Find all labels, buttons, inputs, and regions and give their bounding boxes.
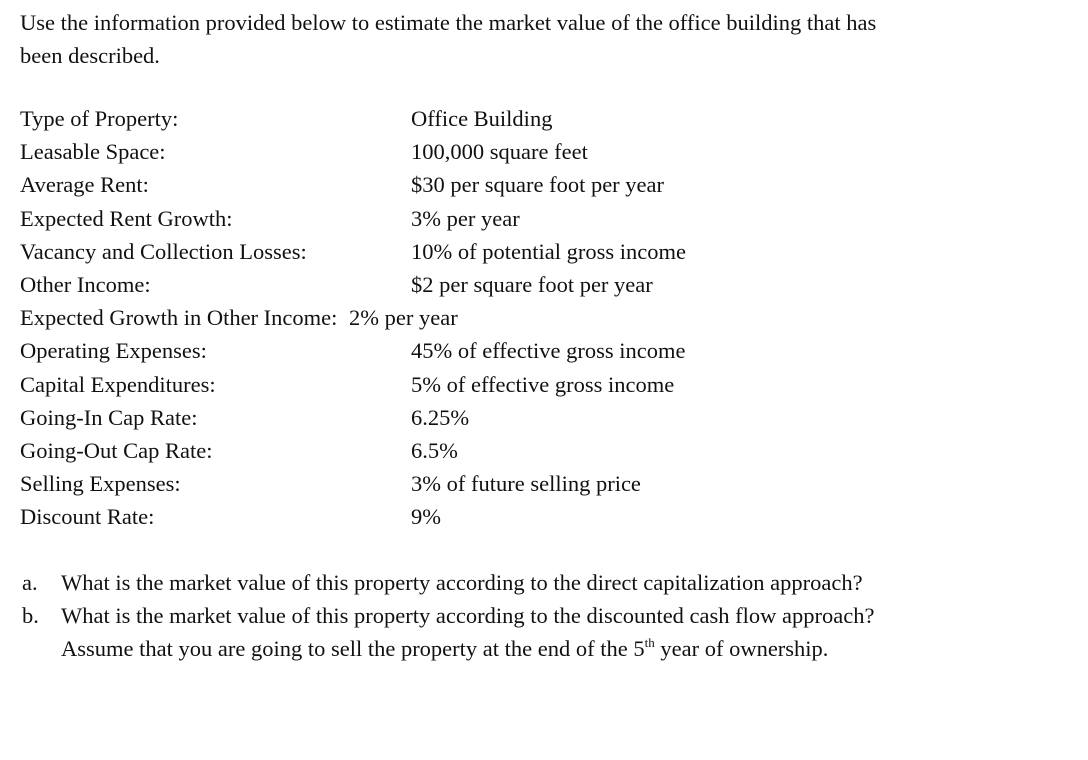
question-text: What is the market value of this property according to the direct capitalization approach? (61, 570, 863, 595)
question-a (20, 566, 1070, 599)
property-value: $2 per square foot per year (411, 271, 653, 297)
question-marker: a. (22, 570, 38, 595)
property-label: Average Rent: (20, 172, 149, 198)
property-row (20, 135, 1020, 168)
property-value: 2% per year (349, 305, 458, 331)
question-text-continued (61, 632, 1070, 665)
property-value: $30 per square foot per year (411, 172, 665, 198)
question-text-part: Assume that you are going to sell the property at the end of the 5 (61, 636, 645, 661)
questions-list (20, 566, 1070, 665)
property-details-list (20, 102, 1020, 533)
instructions-line-2: been described. (20, 43, 160, 68)
property-value: 3% per year (411, 205, 520, 231)
property-label: Other Income: (20, 271, 151, 297)
property-row (20, 434, 1020, 467)
property-value: 3% of future selling price (411, 471, 641, 497)
property-label: Going-In Cap Rate: (20, 404, 198, 430)
property-row (20, 334, 1020, 367)
instructions (20, 6, 1060, 72)
property-row (20, 500, 1020, 533)
ordinal-suffix: th (644, 635, 655, 650)
property-row (20, 102, 1020, 135)
property-row (20, 301, 1020, 334)
property-row (20, 467, 1020, 500)
property-value: 6.5% (411, 437, 458, 463)
property-row (20, 368, 1020, 401)
property-label: Discount Rate: (20, 504, 155, 530)
property-label: Expected Rent Growth: (20, 205, 233, 231)
property-label: Operating Expenses: (20, 338, 207, 364)
instructions-line-1: Use the information provided below to estimate the market value of the office building that has (20, 10, 877, 35)
property-row (20, 235, 1020, 268)
property-label: Going-Out Cap Rate: (20, 437, 213, 463)
property-row (20, 202, 1020, 235)
property-label: Type of Property: (20, 106, 179, 131)
property-label: Leasable Space: (20, 139, 166, 165)
property-value: 10% of potential gross income (411, 238, 686, 264)
property-row (20, 168, 1020, 201)
property-value: Office Building (411, 106, 553, 131)
property-value: 9% (411, 504, 441, 530)
property-value: 6.25% (411, 404, 470, 430)
question-text: What is the market value of this property according to the discounted cash flow approach? (61, 603, 875, 628)
property-value: 100,000 square feet (411, 139, 588, 165)
property-label: Expected Growth in Other Income: (20, 305, 338, 331)
property-row (20, 268, 1020, 301)
question-marker: b. (22, 603, 39, 628)
property-label: Vacancy and Collection Losses: (20, 238, 307, 264)
question-b (20, 599, 1070, 665)
property-row (20, 401, 1020, 434)
property-label: Selling Expenses: (20, 471, 181, 497)
property-value: 5% of effective gross income (411, 371, 675, 397)
property-value: 45% of effective gross income (411, 338, 686, 364)
question-text-part: year of ownership. (654, 636, 829, 661)
property-label: Capital Expenditures: (20, 371, 216, 397)
